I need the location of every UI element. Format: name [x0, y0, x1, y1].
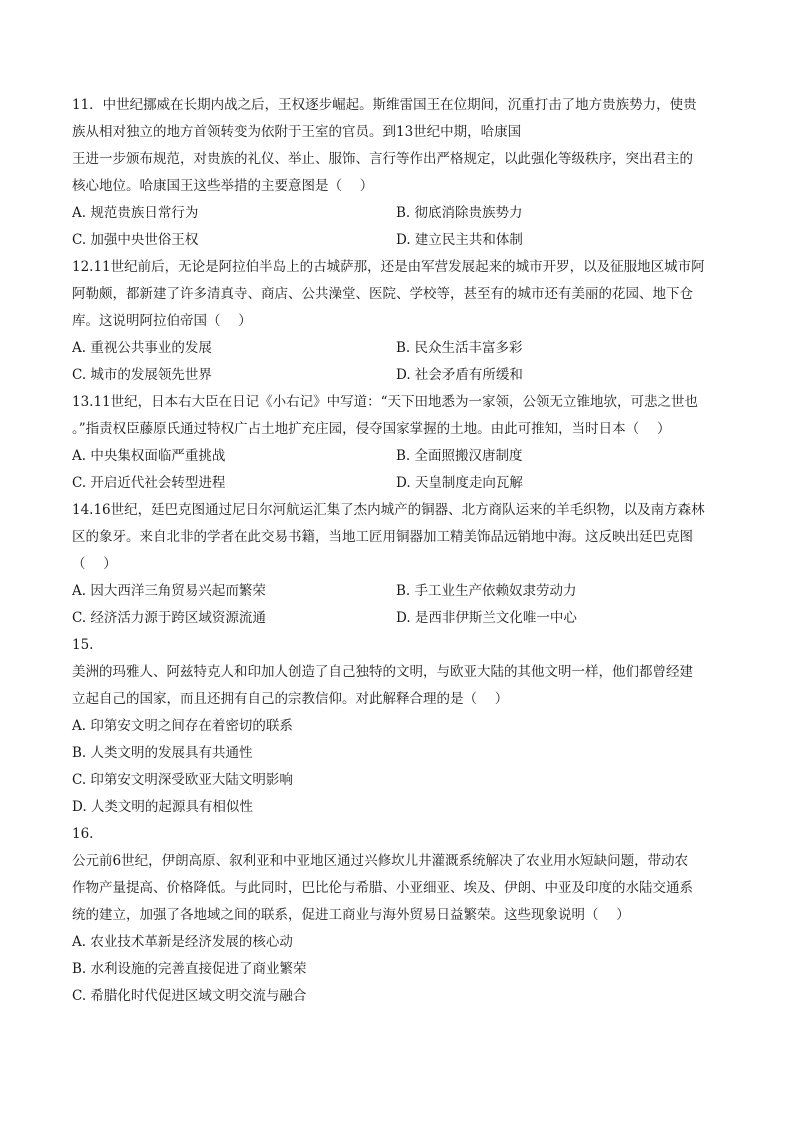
option-c: C. 城市的发展领先世界: [72, 367, 212, 383]
question-stem-line: 阿勒颇，都新建了许多清真寺、商店、公共澡堂、医院、学校等，甚至有的城市还有美丽的花园、地下仓: [72, 286, 693, 302]
option-d: D. 是西非伊斯兰文化唯一中心: [396, 610, 577, 626]
question-stem-line: 12.11世纪前后，无论是阿拉伯半岛上的古城萨那，还是由军营发展起来的城市开罗，以及征服地区城市阿: [72, 259, 705, 275]
question-stem-line: 美洲的玛雅人、阿兹特克人和印加人创造了自己独特的文明，与欧亚大陆的其他文明一样，他们都曾经建: [72, 664, 693, 680]
question-stem-line: 。”指责权臣藤原氏通过特权广占土地扩充庄园，侵夺国家掌握的土地。由此可推知，当时日本（ ）: [72, 421, 671, 437]
question-stem-line: 核心地位。哈康国王这些举措的主要意图是（ ）: [72, 178, 374, 194]
option-row: [72, 578, 724, 605]
option-row: [72, 227, 724, 254]
option-b: B. 全面照搬汉唐制度: [396, 448, 523, 464]
option-row: [72, 335, 724, 362]
option-a: A. 印第安文明之间存在着密切的联系: [72, 718, 293, 734]
question-stem-line: 作物产量提高、价格降低。与此同时，巴比伦与希腊、小亚细亚、埃及、伊朗、中亚及印度的水陆交通系: [72, 880, 693, 896]
question-11: [72, 92, 724, 254]
option-c: C. 加强中央世俗王权: [72, 232, 199, 248]
option-row: [72, 200, 724, 227]
option-b: B. 手工业生产依赖奴隶劳动力: [396, 583, 577, 599]
question-14: [72, 497, 724, 632]
option-a: A. 规范贵族日常行为: [72, 205, 199, 221]
exam-page: [72, 92, 724, 1010]
option-b: B. 民众生活丰富多彩: [396, 340, 523, 356]
option-row: [72, 605, 724, 632]
question-15: [72, 632, 724, 821]
question-stem-line: 统的建立，加强了各地域之间的联系，促进工商业与海外贸易日益繁荣。这些现象说明（ ）: [72, 907, 630, 923]
question-16: [72, 821, 724, 1010]
question-stem-line: 库。这说明阿拉伯帝国（ ）: [72, 313, 252, 329]
option-c: C. 希腊化时代促进区域文明交流与融合: [72, 988, 307, 1004]
option-row: [72, 362, 724, 389]
option-c: C. 印第安文明深受欧亚大陆文明影响: [72, 772, 293, 788]
option-a: A. 因大西洋三角贸易兴起而繁荣: [72, 583, 266, 599]
question-13: [72, 389, 724, 497]
option-d: D. 天皇制度走向瓦解: [396, 475, 523, 491]
option-row: [72, 443, 724, 470]
question-stem-line: （ ）: [72, 556, 117, 572]
question-stem-line: 11．中世纪挪威在长期内战之后，王权逐步崛起。斯维雷国王在位期间，沉重打击了地方贵族势力，使贵: [72, 97, 697, 113]
question-stem-line: 族从相对独立的地方首领转变为依附于王室的官员。到13世纪中期，哈康国: [72, 124, 522, 140]
option-b: B. 水利设施的完善直接促进了商业繁荣: [72, 961, 307, 977]
option-a: A. 重视公共事业的发展: [72, 340, 212, 356]
question-stem-line: 13.11世纪，日本右大臣在日记《小右记》中写道：“天下田地悉为一家领，公领无立锥地欤，可悲之世也: [72, 394, 699, 410]
option-a: A. 中央集权面临严重挑战: [72, 448, 226, 464]
option-d: D. 建立民主共和体制: [396, 232, 523, 248]
question-stem-line: 王进一步颁布规范，对贵族的礼仪、举止、服饰、言行等作出严格规定，以此强化等级秩序，突出君主的: [72, 151, 693, 167]
question-number: 15.: [72, 637, 94, 653]
option-b: B. 人类文明的发展具有共通性: [72, 745, 253, 761]
question-stem-line: 立起自己的国家，而且还拥有自己的宗教信仰。对此解释合理的是（ ）: [72, 691, 509, 707]
question-stem-line: 区的象牙。来自北非的学者在此交易书籍，当地工匠用铜器加工精美饰品远销地中海。这反映出廷巴克图: [72, 529, 693, 545]
question-12: [72, 254, 724, 389]
question-stem-line: 14.16世纪，廷巴克图通过尼日尔河航运汇集了杰内城产的铜器、北方商队运来的羊毛织物，以及南方森林: [72, 502, 705, 518]
question-stem-line: 公元前6世纪，伊朗高原、叙利亚和中亚地区通过兴修坎儿井灌溉系统解决了农业用水短缺问题，带动农: [72, 853, 689, 869]
option-d: D. 社会矛盾有所缓和: [396, 367, 523, 383]
option-c: C. 经济活力源于跨区域资源流通: [72, 610, 266, 626]
option-row: [72, 470, 724, 497]
option-d: D. 人类文明的起源具有相似性: [72, 799, 253, 815]
option-b: B. 彻底消除贵族势力: [396, 205, 523, 221]
option-a: A. 农业技术革新是经济发展的核心动: [72, 934, 293, 950]
option-c: C. 开启近代社会转型进程: [72, 475, 226, 491]
question-number: 16.: [72, 826, 94, 842]
